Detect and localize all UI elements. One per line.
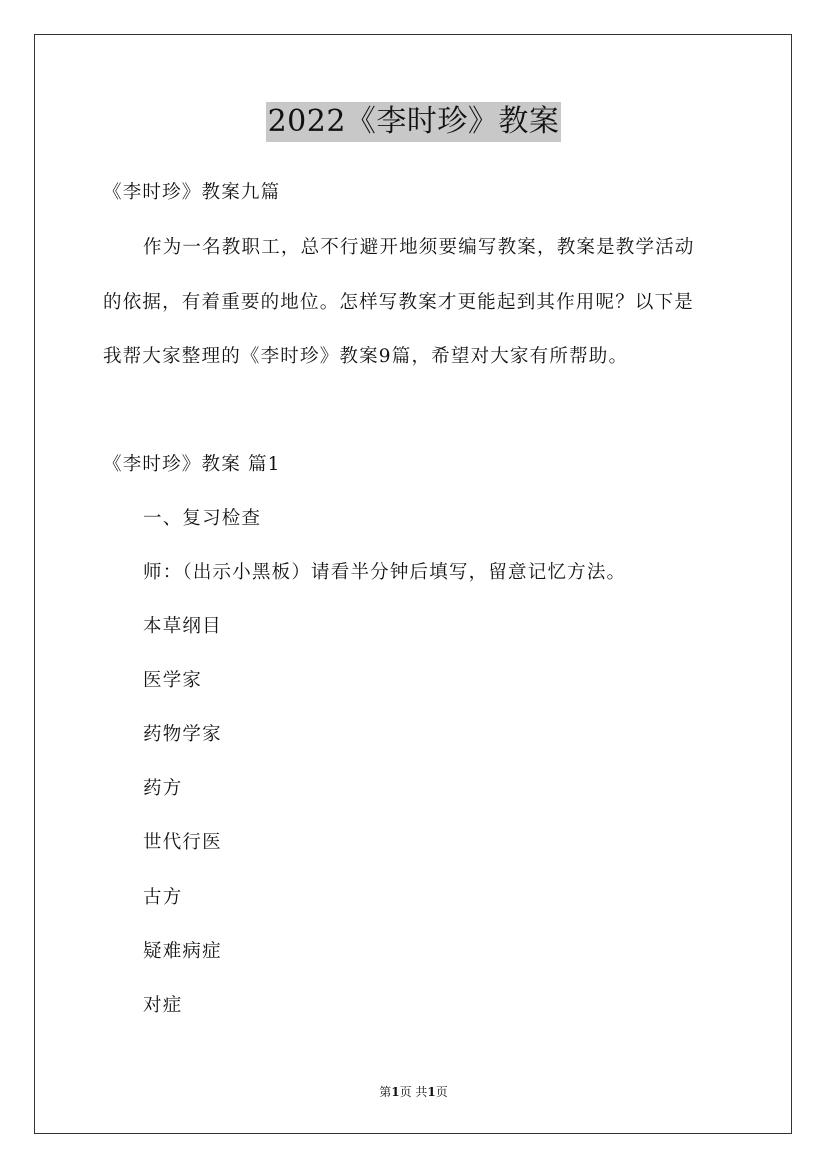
document-title: 2022《李时珍》教案 — [266, 102, 562, 142]
footer-page-total: 1 — [427, 1085, 436, 1099]
term-item: 医学家 — [143, 670, 203, 691]
footer-page-number: 1 — [391, 1085, 400, 1099]
term-item: 本草纲目 — [143, 616, 222, 637]
intro-line-2: 的依据，有着重要的地位。怎样写教案才更能起到其作用呢？以下是 — [103, 292, 695, 313]
term-item: 药物学家 — [143, 724, 222, 745]
term-item: 药方 — [143, 778, 183, 799]
intro-line-1: 作为一名教职工，总不行避开地须要编写教案，教案是教学活动 — [143, 237, 695, 258]
term-item: 世代行医 — [143, 832, 222, 853]
step-heading: 一、复习检查 — [143, 508, 262, 529]
title-container — [0, 102, 827, 142]
section-heading: 《李时珍》教案 篇1 — [103, 454, 281, 475]
document-subtitle: 《李时珍》教案九篇 — [103, 182, 281, 203]
term-item: 对症 — [143, 995, 183, 1016]
footer-prefix: 第 — [379, 1085, 392, 1099]
footer-suffix: 页 — [435, 1085, 448, 1099]
term-item: 疑难病症 — [143, 941, 222, 962]
footer-mid: 页 共 — [399, 1085, 428, 1099]
page-footer — [0, 1084, 827, 1100]
instruction-text: 师：（出示小黑板）请看半分钟后填写，留意记忆方法。 — [143, 562, 627, 583]
intro-line-3: 我帮大家整理的《李时珍》教案9篇，希望对大家有所帮助。 — [103, 346, 629, 367]
term-item: 古方 — [143, 887, 183, 908]
